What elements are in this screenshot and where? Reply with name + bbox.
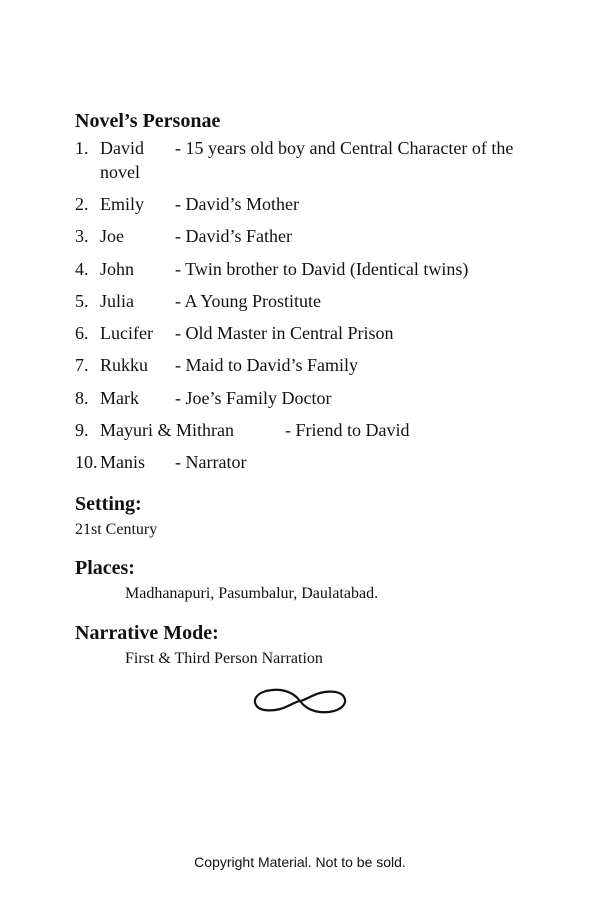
list-item	[75, 136, 530, 192]
character-description: - 15 years old boy and Central Character of the	[175, 138, 514, 158]
character-description-continued: novel	[100, 162, 140, 182]
character-name: Lucifer	[100, 323, 153, 344]
character-name: Mayuri & Mithran	[100, 420, 234, 441]
character-description: - Twin brother to David (Identical twins)	[175, 258, 469, 279]
item-number: 3.	[75, 226, 89, 247]
copyright-footer: Copyright Material. Not to be sold.	[194, 854, 406, 870]
list-item	[75, 450, 530, 482]
item-number: 1.	[75, 138, 89, 158]
list-item	[75, 257, 530, 289]
character-description: - Old Master in Central Prison	[175, 323, 394, 344]
character-name: Joe	[100, 226, 124, 247]
item-number: 6.	[75, 323, 89, 344]
list-item	[75, 386, 530, 418]
character-name: Mark	[100, 387, 139, 408]
character-name: Manis	[100, 452, 145, 473]
item-number: 2.	[75, 194, 89, 214]
narrative-mode-value: First & Third Person Narration	[125, 650, 323, 667]
character-description: - David’s Mother	[175, 194, 299, 214]
item-number: 4.	[75, 258, 89, 279]
item-number: 10.	[75, 452, 98, 473]
list-item	[75, 418, 530, 450]
item-number: 8.	[75, 387, 89, 408]
setting-value: 21st Century	[75, 521, 158, 538]
list-item	[75, 192, 530, 224]
character-name: John	[100, 258, 135, 279]
character-description: - David’s Father	[175, 226, 292, 247]
personae-heading: Novel’s Personae	[75, 110, 221, 132]
character-description: - A Young Prostitute	[175, 290, 322, 311]
places-value: Madhanapuri, Pasumbalur, Daulatabad.	[125, 585, 379, 602]
list-item	[75, 353, 530, 385]
item-number: 7.	[75, 355, 89, 376]
narrative-mode-heading: Narrative Mode:	[75, 622, 219, 644]
list-item	[75, 224, 530, 256]
item-number: 5.	[75, 290, 89, 311]
character-description: - Maid to David’s Family	[175, 355, 358, 376]
setting-heading: Setting:	[75, 493, 142, 515]
character-name: Emily	[100, 194, 144, 214]
places-heading: Places:	[75, 557, 135, 579]
personae-list	[75, 136, 530, 483]
character-name: Rukku	[100, 355, 149, 376]
list-item	[75, 321, 530, 353]
item-number: 9.	[75, 420, 89, 441]
character-description: - Friend to David	[285, 420, 410, 441]
character-name: David	[100, 138, 144, 158]
character-description: - Narrator	[175, 452, 247, 473]
character-name: Julia	[100, 290, 134, 311]
list-item	[75, 289, 530, 321]
character-description: - Joe’s Family Doctor	[175, 387, 332, 408]
infinity-flourish-icon	[252, 686, 348, 716]
